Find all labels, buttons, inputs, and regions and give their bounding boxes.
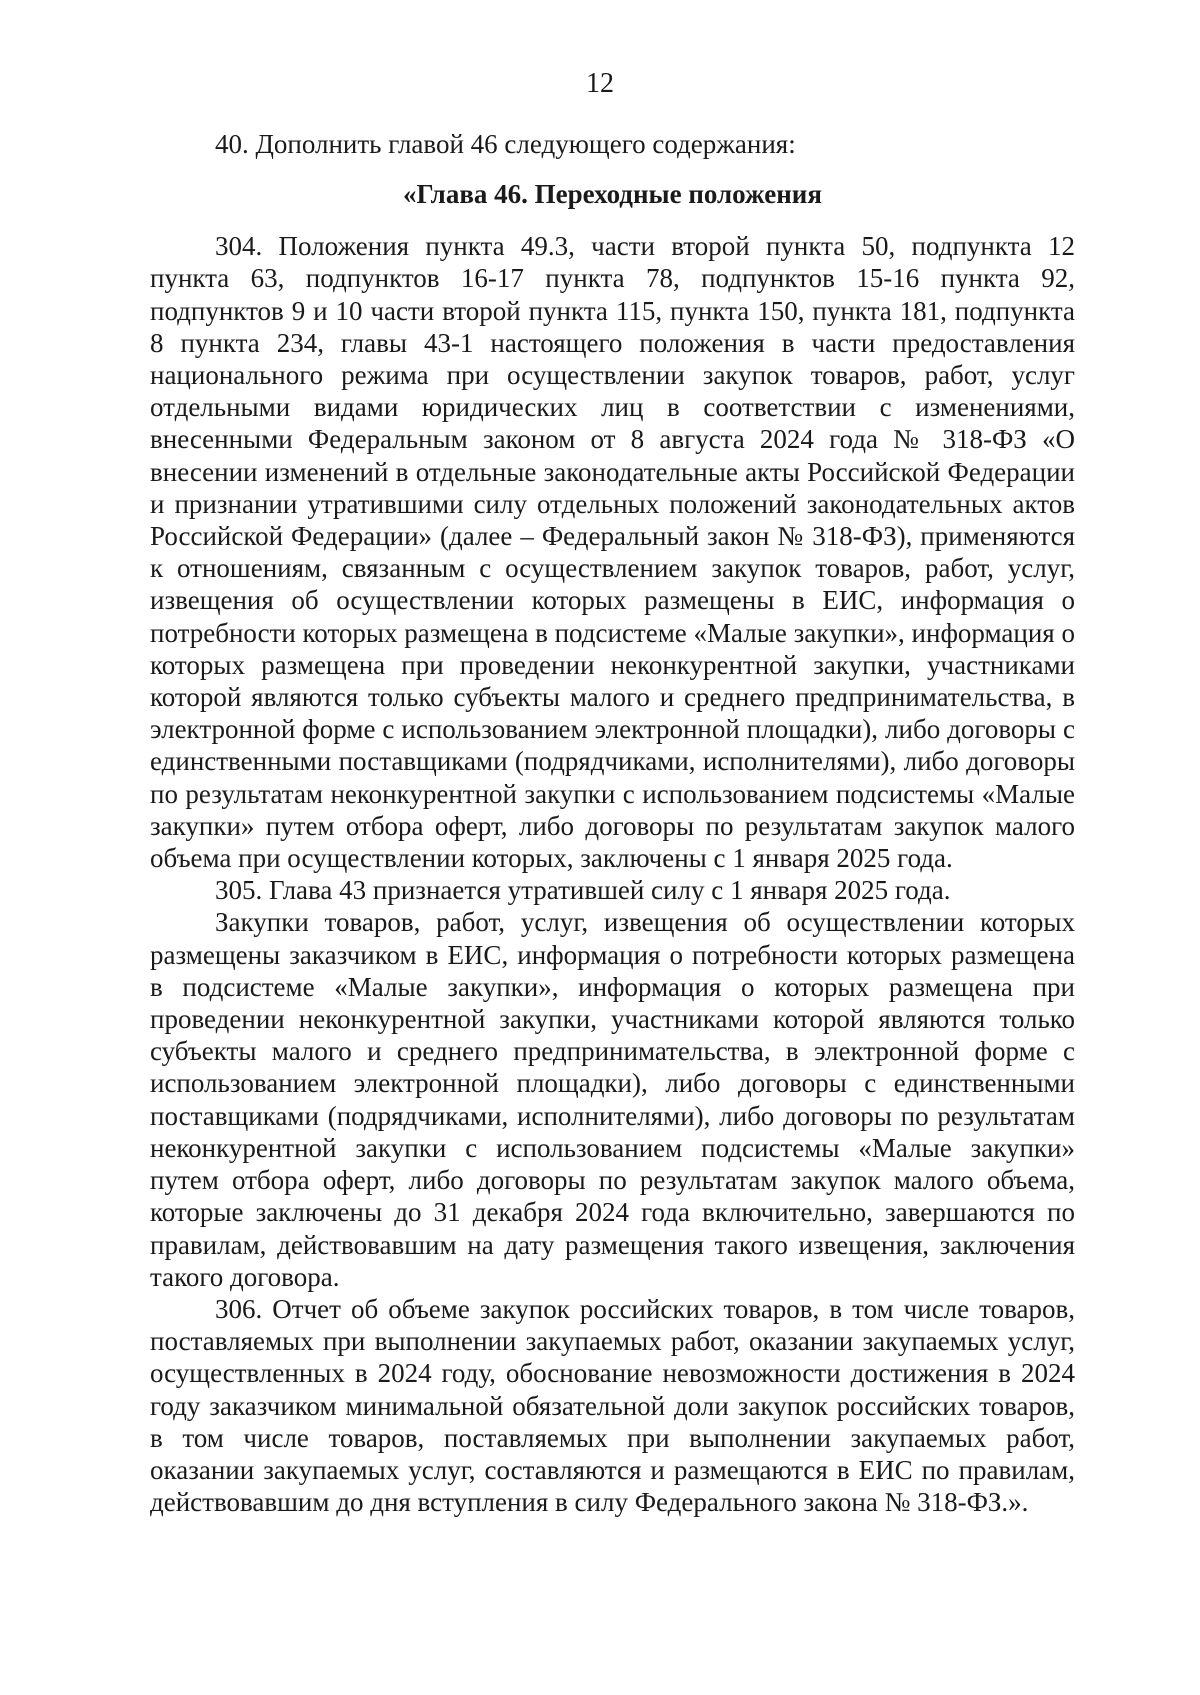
paragraph-305: 305. Глава 43 признается утратившей силу с 1 января 2025 года. xyxy=(215,875,951,906)
paragraph-304: 304. Положения пункта 49.3, части второй пункта 50, подпункта 12 пункта 63, подпунктов 16-17 пункта 78, подпунктов 15-16 пункта 92, подпунктов 9 и 10 части второй пункта 115, пункта 150, пункта 181, подпункта 8 пункта 234, главы 43-1 настоящего положения в части предоставления национального режима при осуществлении закупок товаров, работ, услуг отдельными видами юридических лиц в соответствии с изменениями, внесенными Федеральным законом от 8 августа 2024 года № 318-ФЗ «О внесении изменений в отдельные законодательные акты Российской Федерации и признании утратившими силу отдельных положений законодательных актов Российской Федерации» (далее – Федеральный закон № 318-ФЗ), применяются к отношениям, связанным с осуществлением закупок товаров, работ, услуг, извещения об осуществлении которых размещены в ЕИС, информация о потребности которых размещена в подсистеме «Малые закупки», информация о которых размещена при проведении неконкурентной закупки, участниками которой являются только субъекты малого и среднего предпринимательства, в электронной форме с использованием электронной площадки), либо договоры с единственными поставщиками (подрядчиками, исполнителями), либо договоры по результатам неконкурентной закупки с использованием подсистемы «Малые закупки» путем отбора оферт, либо договоры по результатам закупок малого объема при осуществлении которых, заключены с 1 января 2025 года. xyxy=(150,231,1075,874)
chapter-title: «Глава 46. Переходные положения xyxy=(403,179,822,210)
amendment-intro: 40. Дополнить главой 46 следующего содержания: xyxy=(215,129,796,159)
document-body xyxy=(150,128,1075,1518)
paragraph-305-continuation: Закупки товаров, работ, услуг, извещения об осуществлении которых размещены заказчиком в ЕИС, информация о потребности которых размещена в подсистеме «Малые закупки», информация о которых размещена при проведении неконкурентной закупки, участниками которой являются только субъекты малого и среднего предпринимательства, в электронной форме с использованием электронной площадки), либо договоры с единственными поставщиками (подрядчиками, исполнителями), либо договоры по результатам неконкурентной закупки с использованием подсистемы «Малые закупки» путем отбора оферт, либо договоры по результатам закупок малого объема, которые заключены до 31 декабря 2024 года включительно, завершаются по правилам, действовавшим на дату размещения такого извещения, заключения такого договора. xyxy=(150,907,1075,1292)
page-number: 12 xyxy=(586,68,614,99)
paragraph-306: 306. Отчет об объеме закупок российских товаров, в том числе товаров, поставляемых при выполнении закупаемых работ, оказании закупаемых услуг, осуществленных в 2024 году, обоснование невозможности достижения в 2024 году заказчиком минимальной обязательной доли закупок российских товаров, в том числе товаров, поставляемых при выполнении закупаемых работ, оказании закупаемых услуг, составляются и размещаются в ЕИС по правилам, действовавшим до дня вступления в силу Федерального закона № 318-ФЗ.». xyxy=(150,1293,1075,1518)
